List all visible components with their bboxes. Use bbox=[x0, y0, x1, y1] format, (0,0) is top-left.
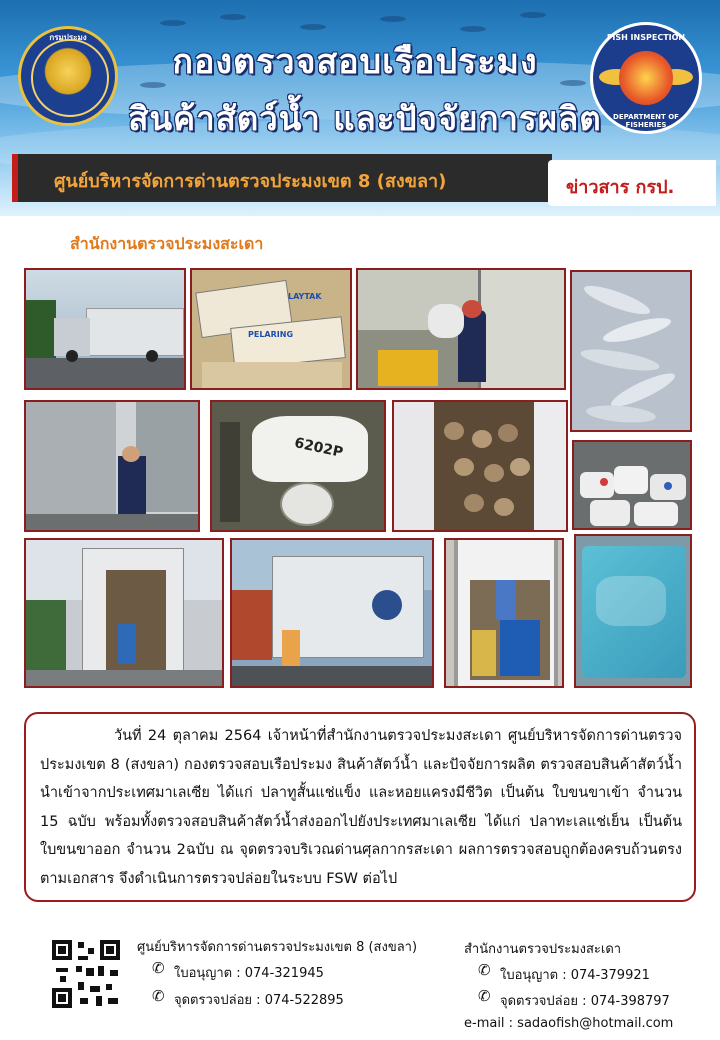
fish-silhouette bbox=[220, 14, 246, 20]
article-body: วันที่ 24 ตุลาคม 2564 เจ้าหน้าที่สำนักงานตรวจประมงสะเดา ศูนย์บริหารจัดการด่านตรวจประมงเขต 8 (สงขลา) กองตรวจสอบเรือประมง สินค้าสัตว์น้ำ และปัจจัยการผลิต ตรวจสอบสินค้าสัตว์น้ำนำเข้าจากประเทศมาเลเซีย ได้แก่ ปลาทูสั้นแช่แข็ง และหอยแครงมีชีวิต เป็นต้น ใบขนขาเข้า จำนวน 15 ฉบับ พร้อมทั้งตรวจสอบสินค้าสัตว์น้ำส่งออกไปยังประเทศมาเลเซีย ได้แก่ ปลาทะเลแช่เย็น เป็นต้น ใบขนขาออก จำนวน 2ฉบับ ณ จุดตรวจบริเวณด่านศุลกากรสะเดา ผลการตรวจสอบถูกต้องครบถ้วนตรงตามเอกสาร จึงดำเนินการตรวจปล่อยในระบบ FSW ต่อไป bbox=[40, 728, 682, 887]
footer-center-title: ศูนย์บริหารจัดการด่านตรวจประมงเขต 8 (สงขลา) bbox=[137, 940, 418, 955]
photo-frozen-fish bbox=[570, 270, 692, 432]
fish-silhouette bbox=[460, 26, 486, 32]
fish-silhouette bbox=[300, 24, 326, 30]
phone-icon: ✆ bbox=[478, 987, 491, 1005]
seal-text: กรมประมง bbox=[49, 33, 87, 42]
photo-live-cockles bbox=[392, 400, 568, 532]
footer-right-license: ใบอนุญาต : 074-379921 bbox=[500, 968, 650, 983]
news-badge bbox=[548, 160, 716, 206]
footer-office-title: สำนักงานตรวจประมงสะเดา bbox=[464, 942, 622, 957]
photo-cartons bbox=[190, 268, 352, 390]
footer-left-license: ใบอนุญาต : 074-321945 bbox=[174, 966, 324, 981]
footer-right-release: จุดตรวจปล่อย : 074-398797 bbox=[500, 994, 670, 1009]
sack-label: 6202P bbox=[292, 435, 345, 461]
phone-icon: ✆ bbox=[152, 959, 165, 977]
fish-inspection-emblem bbox=[590, 22, 702, 134]
news-label: ข่าวสาร กรป. bbox=[566, 177, 675, 198]
page-title-line1: กองตรวจสอบเรือประมง bbox=[172, 42, 538, 82]
center-name-bar bbox=[12, 154, 552, 202]
footer-email[interactable]: e-mail : sadaofish@hotmail.com bbox=[464, 1016, 674, 1031]
fish-silhouette bbox=[160, 20, 186, 26]
center-name: ศูนย์บริหารจัดการด่านตรวจประมงเขต 8 (สงขลา) bbox=[54, 171, 447, 192]
article-text-box bbox=[24, 712, 696, 902]
footer-left-release: จุดตรวจปล่อย : 074-522895 bbox=[174, 993, 344, 1008]
fish-silhouette bbox=[380, 16, 406, 22]
page-title-line2: สินค้าสัตว์น้ำ และปัจจัยการผลิต bbox=[128, 99, 602, 138]
emblem-top-text: FISH INSPECTION bbox=[606, 33, 686, 42]
fish-silhouette bbox=[520, 12, 546, 18]
carton-label: PELARING bbox=[248, 330, 294, 339]
photo-truck-side-inspection bbox=[24, 400, 200, 532]
photo-inspector-truck bbox=[356, 268, 566, 390]
photo-reefer-container bbox=[230, 538, 434, 688]
office-heading: สำนักงานตรวจประมงสะเดา bbox=[70, 234, 264, 253]
department-seal-logo bbox=[18, 26, 118, 126]
carton-label: LAYTAK bbox=[288, 292, 322, 301]
photo-worker-boxes bbox=[444, 538, 564, 688]
photo-truck-container bbox=[24, 268, 186, 390]
emblem-bottom-text: DEPARTMENT OF FISHERIES bbox=[613, 113, 679, 129]
photo-weighing-sack bbox=[210, 400, 386, 532]
qr-code[interactable] bbox=[52, 940, 120, 1008]
phone-icon: ✆ bbox=[478, 961, 491, 979]
photo-blue-liner-tub bbox=[574, 534, 692, 688]
photo-stacked-sacks bbox=[572, 440, 692, 530]
emblem-center bbox=[619, 51, 673, 105]
phone-icon: ✆ bbox=[152, 987, 165, 1005]
header-banner bbox=[0, 0, 720, 216]
seal-ring bbox=[31, 39, 109, 117]
photo-open-container bbox=[24, 538, 224, 688]
